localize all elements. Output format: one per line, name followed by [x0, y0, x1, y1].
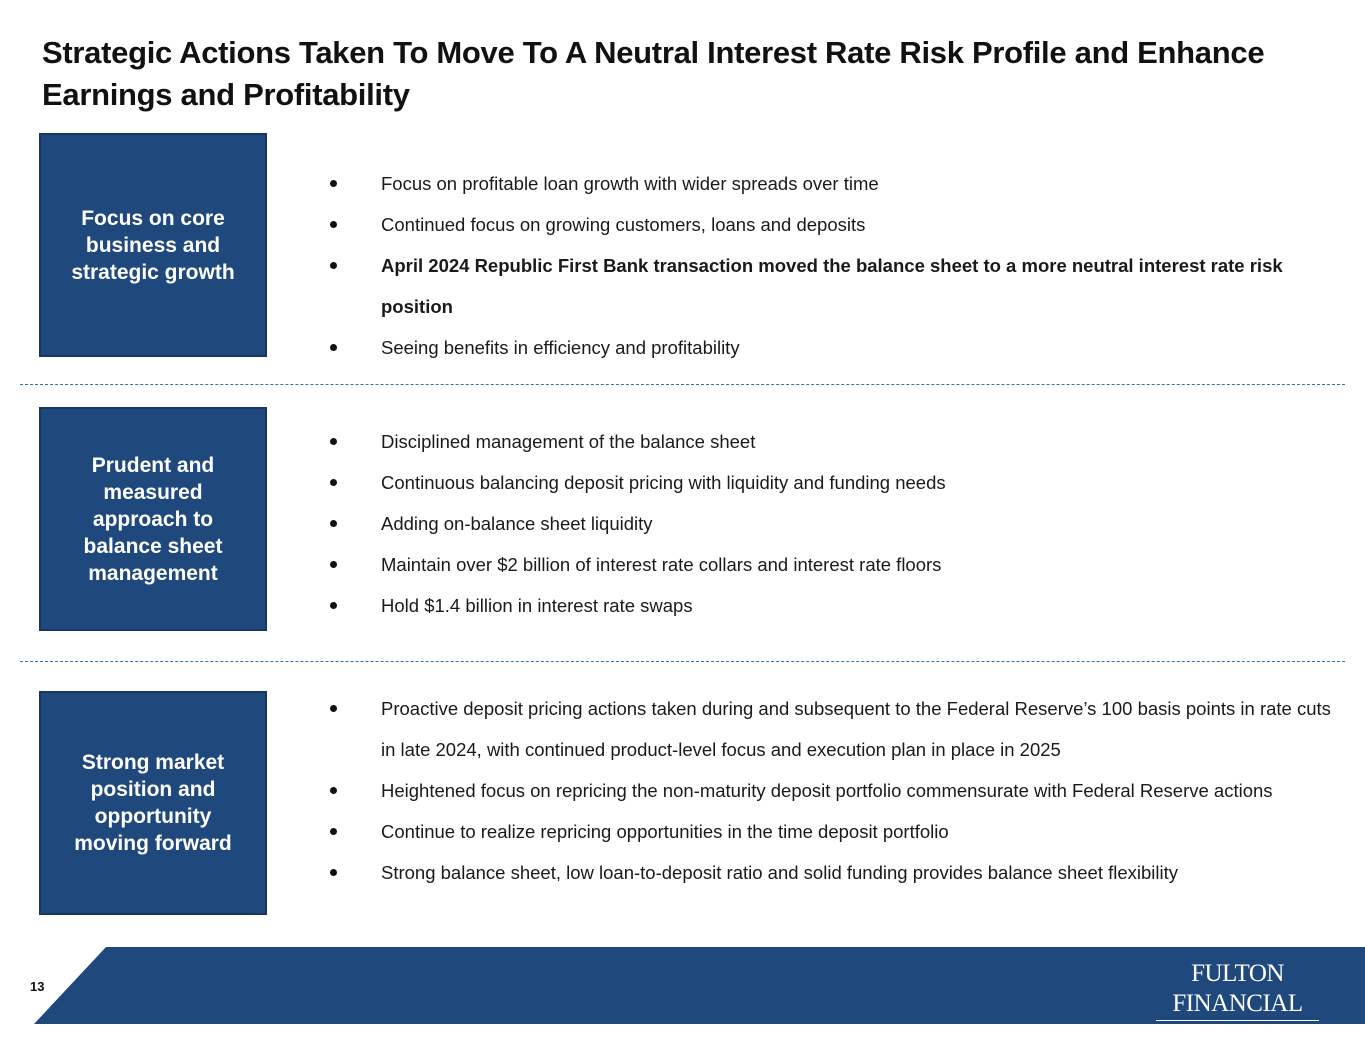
section-heading: Prudent and measured approach to balance sheet management	[83, 453, 223, 585]
bullet-item: Maintain over $2 billion of interest rate collars and interest rate floors	[330, 544, 1340, 585]
footer-wedge	[34, 947, 106, 1024]
logo-wordmark: FULTON FINANCIAL	[1172, 960, 1303, 1017]
bullet-item: Disciplined management of the balance sheet	[330, 421, 1340, 462]
section-heading-box-balance-sheet	[39, 407, 267, 631]
bullet-item: Seeing benefits in efficiency and profitability	[330, 327, 1340, 368]
section-divider	[20, 384, 1345, 385]
bullet-item: Heightened focus on repricing the non-maturity deposit portfolio commensurate with Federal Reserve actions	[330, 770, 1340, 811]
page-title: Strategic Actions Taken To Move To A Neutral Interest Rate Risk Profile and Enhance Earnings and Profitability	[42, 35, 1265, 112]
bullet-item: Proactive deposit pricing actions taken during and subsequent to the Federal Reserve’s 100 basis points in rate cuts in late 2024, with continued product-level focus and execution plan in place in 2025	[330, 688, 1340, 770]
section-divider	[20, 661, 1345, 662]
section-heading-box-market-position	[39, 691, 267, 915]
bullet-item: Continue to realize repricing opportunities in the time deposit portfolio	[330, 811, 1340, 852]
bullet-item: Continuous balancing deposit pricing with liquidity and funding needs	[330, 462, 1340, 503]
section-heading-box-core-business	[39, 133, 267, 357]
bullet-item-emphasized: April 2024 Republic First Bank transaction moved the balance sheet to a more neutral interest rate risk position	[330, 245, 1340, 327]
bullet-item: Hold $1.4 billion in interest rate swaps	[330, 585, 1340, 626]
footer-bar	[0, 947, 1365, 1040]
company-logo	[1150, 959, 1325, 1040]
section-heading: Focus on core business and strategic growth	[71, 206, 235, 284]
bullet-item: Adding on-balance sheet liquidity	[330, 503, 1340, 544]
bullet-item: Focus on profitable loan growth with wider spreads over time	[330, 163, 1340, 204]
bullet-item: Strong balance sheet, low loan-to-deposit ratio and solid funding provides balance sheet flexibility	[330, 852, 1340, 893]
logo-subtitle: CORPORATION	[1182, 1024, 1293, 1040]
bullet-list-core-business	[330, 163, 1340, 368]
page-number: 13	[30, 979, 45, 994]
logo-rule	[1156, 1020, 1319, 1021]
bullet-list-market-position	[330, 688, 1340, 893]
bullet-item: Continued focus on growing customers, loans and deposits	[330, 204, 1340, 245]
bullet-list-balance-sheet	[330, 421, 1340, 626]
section-heading: Strong market position and opportunity moving forward	[74, 751, 232, 855]
